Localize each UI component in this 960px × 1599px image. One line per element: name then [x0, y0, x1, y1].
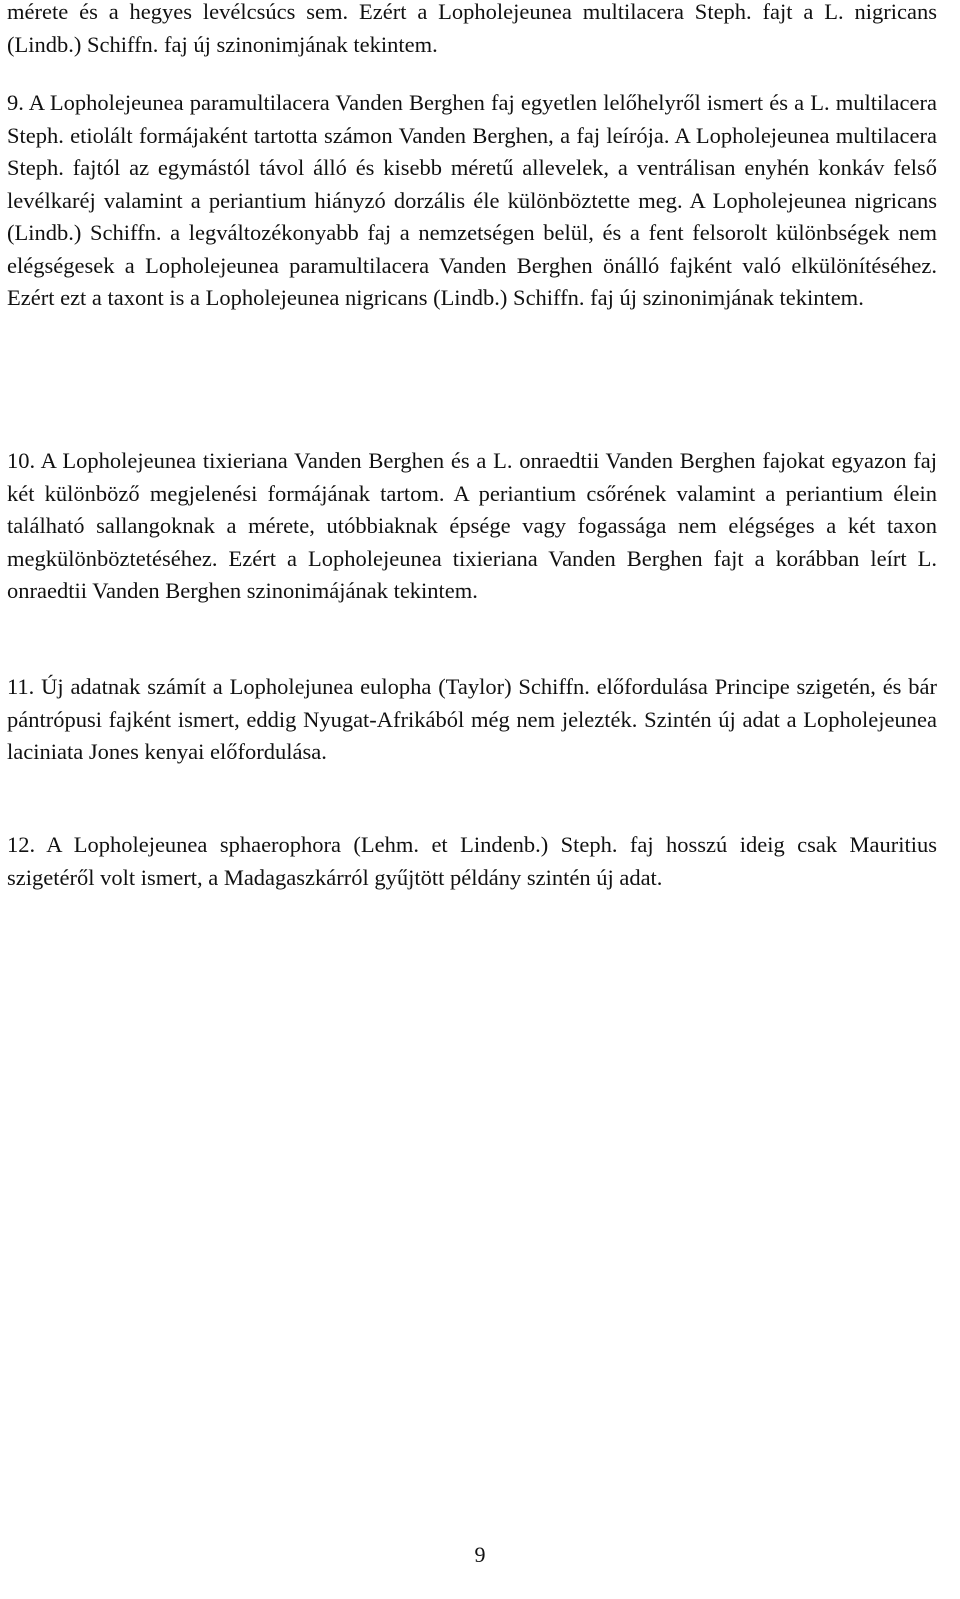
paragraph-11: 11. Új adatnak számít a Lopholejunea eulopha (Taylor) Schiffn. előfordulása Principe szigetén, és bár pántrópusi fajként ismert, eddig Nyugat-Afrikából még nem jelezték. Szintén új adat a Lopholejeunea laciniata Jones kenyai előfordulása.: [7, 674, 937, 764]
paragraph-12: 12. A Lopholejeunea sphaerophora (Lehm. et Lindenb.) Steph. faj hosszú ideig csak Mauritius szigetéről volt ismert, a Madagaszkárról gyűjtött példány szintén új adat.: [7, 832, 937, 890]
paragraph-continuation: mérete és a hegyes levélcsúcs sem. Ezért a Lopholejeunea multilacera Steph. fajt a L. nigricans (Lindb.) Schiffn. faj új szinonimjának tekintem.: [7, 0, 937, 57]
page-number: 9: [474, 1542, 486, 1567]
paragraph-9: 9. A Lopholejeunea paramultilacera Vanden Berghen faj egyetlen lelőhelyről ismert és a L. multilacera Steph. etiolált formájaként tartotta számon Vanden Berghen, a faj leírója. A Lopholejeunea multilacera Steph. fajtól az egymástól távol álló és kisebb méretű allevelek, a ventrálisan enyhén konkáv felső levélkaréj valamint a periantium hiányzó dorzális éle különböztette meg. A Lopholejeunea nigricans (Lindb.) Schiffn. a legváltozékonyabb faj a nemzetségen belül, és a fent felsorolt különbségek nem elégségesek a Lopholejeunea paramultilacera Vanden Berghen önálló fajként való elkülönítéséhez. Ezért ezt a taxont is a Lopholejeunea nigricans (Lindb.) Schiffn. faj új szinonimjának tekintem.: [7, 90, 937, 310]
paragraph-10: 10. A Lopholejeunea tixieriana Vanden Berghen és a L. onraedtii Vanden Berghen fajokat egyazon faj két különböző megjelenési formájának tartom. A periantium csőrének valamint a periantium élein található sallangoknak a mérete, utóbbiaknak épsége vagy fogassága nem elégséges a két taxon megkülönböztetéséhez. Ezért a Lopholejeunea tixieriana Vanden Berghen fajt a korábban leírt L. onraedtii Vanden Berghen szinonimájának tekintem.: [7, 448, 937, 603]
